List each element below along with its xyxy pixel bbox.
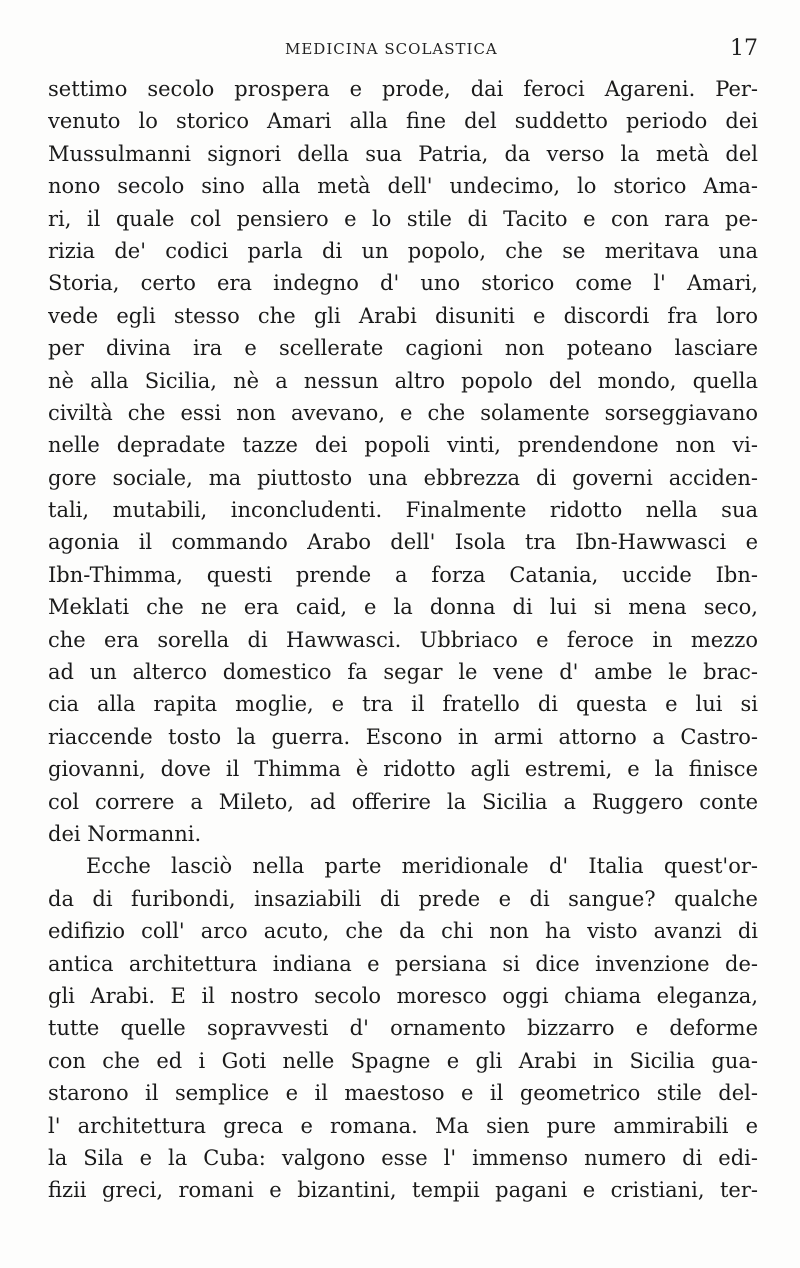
text-line: Meklati che ne era caid, e la donna di lui si mena seco, xyxy=(48,595,758,620)
text-line: vede egli stesso che gli Arabi disuniti e discordi fra loro xyxy=(48,303,758,328)
text-line: per divina ira e scellerate cagioni non poteano lasciare xyxy=(48,336,758,361)
body-text xyxy=(48,73,758,1207)
text-line: l' architettura greca e romana. Ma sien pure ammirabili e xyxy=(48,1113,758,1138)
text-line: che era sorella di Hawwasci. Ubbriaco e feroce in mezzo xyxy=(48,627,758,652)
text-line: Storia, certo era indegno d' uno storico come l' Amari, xyxy=(48,271,758,296)
text-line: fizii greci, romani e bizantini, tempii pagani e cristiani, ter- xyxy=(48,1178,758,1203)
text-line: ad un alterco domestico fa segar le vene d' ambe le brac- xyxy=(48,660,758,685)
text-line: civiltà che essi non avevano, e che solamente sorseggiavano xyxy=(48,400,758,425)
text-line: starono il semplice e il maestoso e il geometrico stile del- xyxy=(48,1081,758,1106)
text-line: gore sociale, ma piuttosto una ebbrezza di governi acciden- xyxy=(48,465,758,490)
paragraph-end-line: dei Normanni. xyxy=(48,821,202,846)
text-line: nè alla Sicilia, nè a nessun altro popolo del mondo, quella xyxy=(48,368,758,393)
text-line: rizia de' codici parla di un popolo, che se meritava una xyxy=(48,238,758,263)
text-line: antica architettura indiana e persiana si dice invenzione de- xyxy=(48,951,758,976)
page-number: 17 xyxy=(730,36,758,61)
text-line: con che ed i Goti nelle Spagne e gli Arabi in Sicilia gua- xyxy=(48,1048,758,1073)
running-head xyxy=(52,36,758,66)
paragraph-start-line: Ecche lasciò nella parte meridionale d' Italia quest'or- xyxy=(86,854,758,879)
text-line: venuto lo storico Amari alla fine del suddetto periodo dei xyxy=(48,109,758,134)
text-line: settimo secolo prospera e prode, dai feroci Agareni. Per- xyxy=(48,77,758,101)
text-line: Ibn-Thimma, questi prende a forza Catania, uccide Ibn- xyxy=(48,562,758,587)
text-line: tutte quelle sopravvesti d' ornamento bizzarro e deforme xyxy=(48,1016,758,1041)
text-line: giovanni, dove il Thimma è ridotto agli estremi, e la finisce xyxy=(48,757,758,782)
text-line: cia alla rapita moglie, e tra il fratello di questa e lui si xyxy=(48,692,758,717)
text-line: da di furibondi, insaziabili di prede e di sangue? qualche xyxy=(48,886,758,911)
text-line: la Sila e la Cuba: valgono esse l' immenso numero di edi- xyxy=(48,1145,758,1170)
text-line: riaccende tosto la guerra. Escono in armi attorno a Castro- xyxy=(48,724,758,749)
text-line: nelle depradate tazze dei popoli vinti, prendendone non vi- xyxy=(48,433,758,458)
text-line: nono secolo sino alla metà dell' undecimo, lo storico Ama- xyxy=(48,174,758,199)
text-line: agonia il commando Arabo dell' Isola tra Ibn-Hawwasci e xyxy=(48,530,758,555)
text-line: Mussulmanni signori della sua Patria, da verso la metà del xyxy=(48,141,758,166)
text-line: edifizio coll' arco acuto, che da chi non ha visto avanzi di xyxy=(48,919,758,944)
text-line: ri, il quale col pensiero e lo stile di Tacito e con rara pe- xyxy=(48,206,758,231)
running-title: MEDICINA SCOLASTICA xyxy=(285,40,498,58)
text-line: gli Arabi. E il nostro secolo moresco oggi chiama eleganza, xyxy=(48,983,758,1008)
text-line: tali, mutabili, inconcludenti. Finalmente ridotto nella sua xyxy=(48,498,758,523)
text-line: col correre a Mileto, ad offerire la Sicilia a Ruggero conte xyxy=(48,789,758,814)
